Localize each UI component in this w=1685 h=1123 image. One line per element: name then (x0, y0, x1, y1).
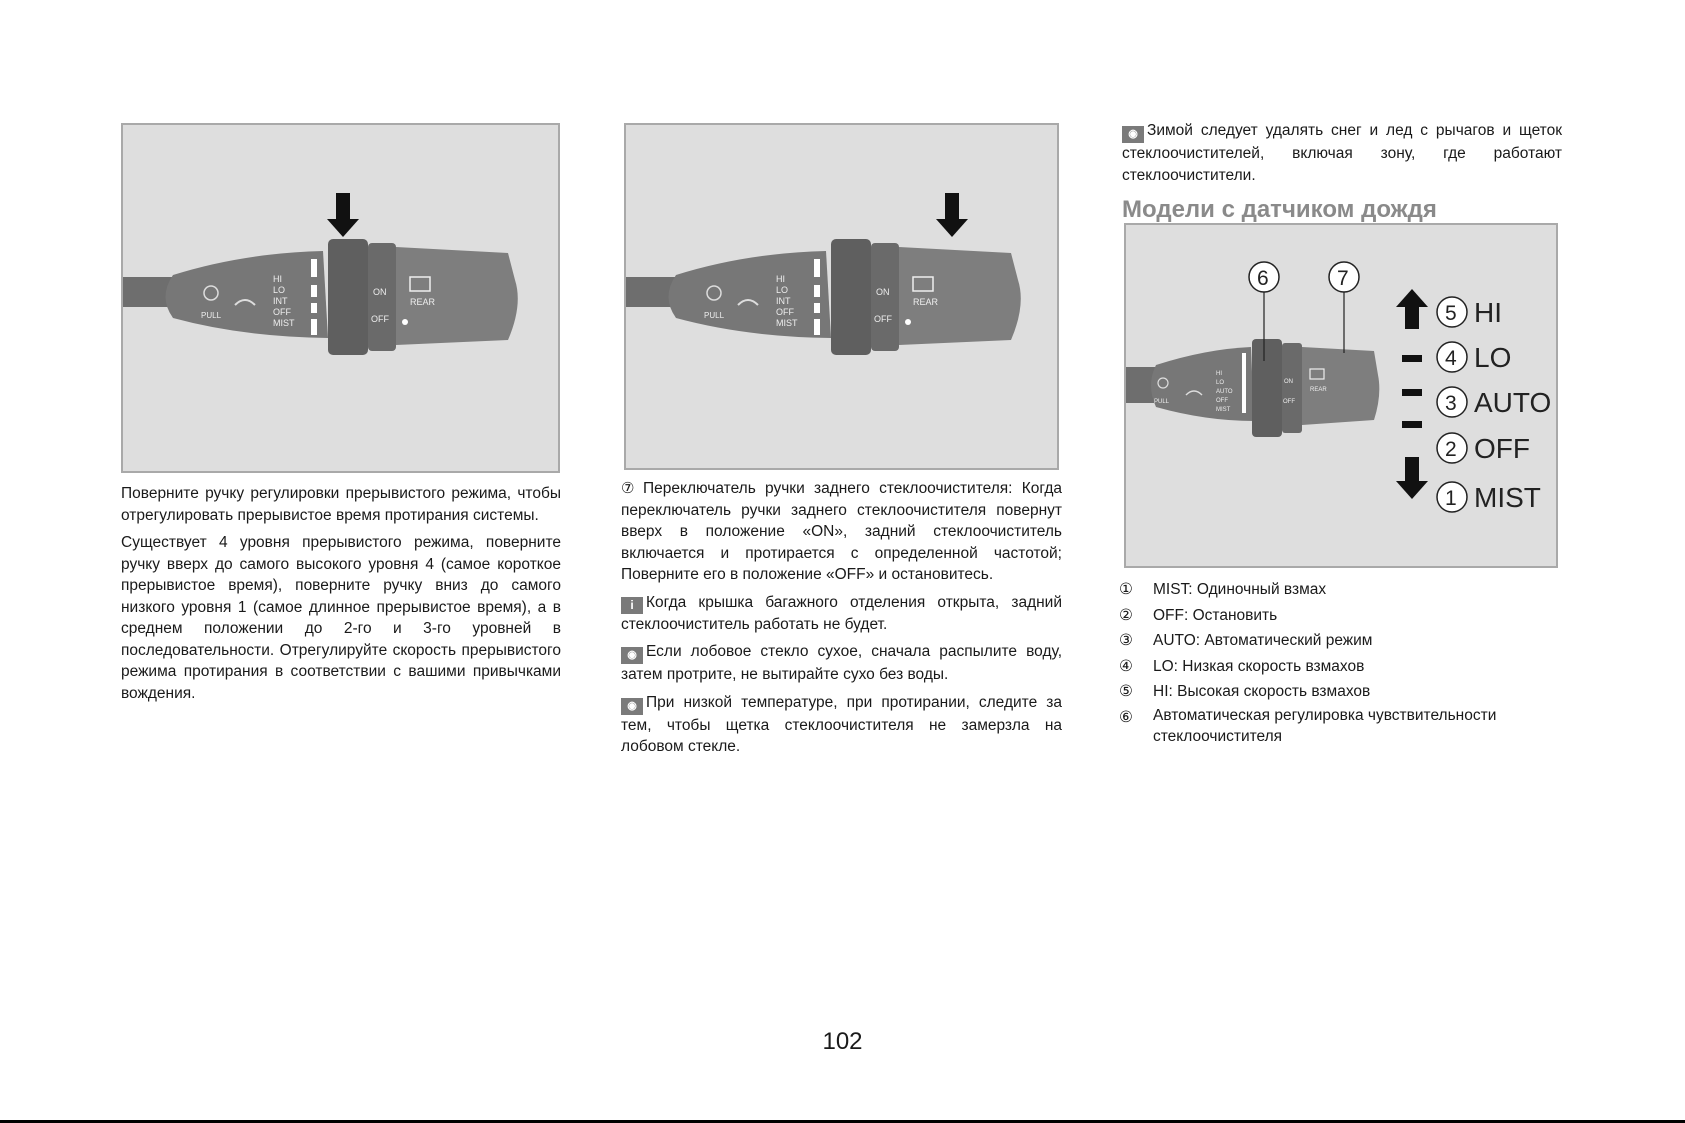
svg-text:MIST: MIST (1474, 482, 1541, 513)
svg-text:OFF: OFF (273, 307, 291, 317)
arrow-down-icon (336, 193, 350, 221)
svg-text:4: 4 (1445, 347, 1457, 370)
svg-text:HI: HI (1216, 371, 1222, 377)
position-hi (1437, 297, 1502, 328)
wiper-stalk-illustration (626, 125, 1057, 468)
svg-text:INT: INT (273, 296, 288, 306)
paragraph: i Когда крышка багажного отделения открыта, задний стеклоочиститель работать не будет. (621, 593, 1062, 633)
svg-text:LO: LO (1216, 380, 1225, 386)
caution-eye-icon: ◉ (1122, 126, 1144, 143)
svg-text:LO: LO (273, 285, 286, 295)
svg-text:OFF: OFF (1283, 399, 1295, 405)
svg-text:REAR: REAR (1310, 387, 1327, 393)
page-number: 102 (822, 1028, 863, 1055)
wiper-stalk-illustration (123, 125, 558, 471)
svg-text:REAR: REAR (410, 297, 436, 307)
column-3-text (1122, 120, 1562, 224)
paragraph: ⑦ Переключатель ручки заднего стеклоочистителя: Когда переключатель ручки заднего стеклоочистителя повернут вверх в положение «ON», задний стеклоочиститель включается и протирается с определенной частотой; Поверните его в положение «OFF» и остановитесь. (621, 480, 1062, 583)
list-item: ④ LO: Низкая скорость взмахов (1119, 657, 1365, 675)
svg-text:REAR: REAR (913, 297, 939, 307)
column-1-text (121, 483, 561, 710)
list-item: ⑤ HI: Высокая скорость взмахов (1119, 683, 1371, 701)
paragraph: ◉ Если лобовое стекло сухое, сначала распылите воду, затем протрите, не вытирайте сухо без воды. (621, 643, 1062, 683)
list-item: ① MIST: Одиночный взмах (1119, 581, 1327, 598)
svg-text:AUTO: AUTO (1216, 389, 1233, 395)
arrow-down-icon (945, 193, 959, 221)
callout-7 (1329, 262, 1359, 292)
list-item: ② OFF: Остановить (1119, 606, 1278, 624)
svg-text:PULL: PULL (704, 311, 725, 320)
position-auto (1437, 387, 1551, 418)
caution-eye-icon: ◉ (621, 698, 643, 715)
arrow-down-icon (1396, 457, 1428, 499)
svg-text:3: 3 (1445, 392, 1457, 415)
info-icon: i (621, 597, 643, 614)
svg-text:HI: HI (273, 274, 282, 284)
svg-text:OFF: OFF (1474, 433, 1530, 464)
position-lo (1437, 342, 1511, 373)
section-title: Модели с датчиком дождя (1122, 196, 1437, 223)
rain-sensor-stalk-figure (1124, 223, 1558, 568)
svg-text:HI: HI (1474, 297, 1502, 328)
svg-text:5: 5 (1445, 302, 1457, 325)
stalk-figure-rear (624, 123, 1059, 470)
svg-text:OFF: OFF (874, 314, 892, 324)
rain-sensor-stalk-illustration (1126, 225, 1556, 566)
svg-text:ON: ON (373, 287, 387, 297)
svg-text:6: 6 (1257, 267, 1269, 290)
callout-6 (1249, 262, 1279, 292)
svg-text:OFF: OFF (776, 307, 794, 317)
stalk-figure-intermittent (121, 123, 560, 473)
paragraph: Поверните ручку регулировки прерывистого режима, чтобы отрегулировать прерывистое время протирания системы. (121, 485, 561, 524)
svg-text:1: 1 (1445, 487, 1457, 510)
arrow-up-icon (1396, 289, 1428, 329)
svg-text:MIST: MIST (776, 318, 798, 328)
paragraph: ◉ При низкой температуре, при протирании, следите за тем, чтобы щетка стеклоочистителя не замерзла на лобовом стекле. (621, 693, 1062, 755)
svg-text:MIST: MIST (273, 318, 295, 328)
column-2-text (621, 478, 1062, 764)
position-mist (1437, 482, 1541, 513)
list-item: ③ AUTO: Автоматический режим (1119, 632, 1373, 650)
svg-text:PULL: PULL (201, 311, 222, 320)
legend-list (1119, 577, 1569, 747)
svg-text:ON: ON (876, 287, 890, 297)
svg-text:LO: LO (776, 285, 789, 295)
paragraph: Существует 4 уровня прерывистого режима, поверните ручку вверх до самого высокого уровня 4 (самое короткое прерывистое время), поверните ручку вниз до самого низкого уровня 1 (самое длинное прерывистое время), а в среднем положении до 2-го и 3-го уровней в последовательности. Отрегулируйте скорость прерывистого режима протирания в соответствии с вашими привычками вождения. (121, 534, 561, 702)
svg-text:OFF: OFF (1216, 398, 1228, 404)
position-off (1437, 433, 1530, 464)
list-item: ⑥ Автоматическая регулировка чувствительности стеклоочистителя (1119, 706, 1497, 745)
svg-text:OFF: OFF (371, 314, 389, 324)
svg-text:AUTO: AUTO (1474, 387, 1552, 418)
svg-text:PULL: PULL (1154, 399, 1170, 405)
svg-text:INT: INT (776, 296, 791, 306)
svg-text:LO: LO (1474, 342, 1512, 373)
svg-text:2: 2 (1445, 438, 1457, 461)
svg-text:MIST: MIST (1216, 407, 1231, 413)
caution-eye-icon: ◉ (621, 647, 643, 664)
svg-text:7: 7 (1337, 267, 1349, 290)
paragraph: ◉ Зимой следует удалять снег и лед с рычагов и щеток стеклоочистителей, включая зону, где работают стеклоочистители. (1122, 122, 1562, 184)
svg-text:HI: HI (776, 274, 785, 284)
callout-number: ⑦ (621, 480, 635, 497)
svg-text:ON: ON (1284, 379, 1293, 385)
